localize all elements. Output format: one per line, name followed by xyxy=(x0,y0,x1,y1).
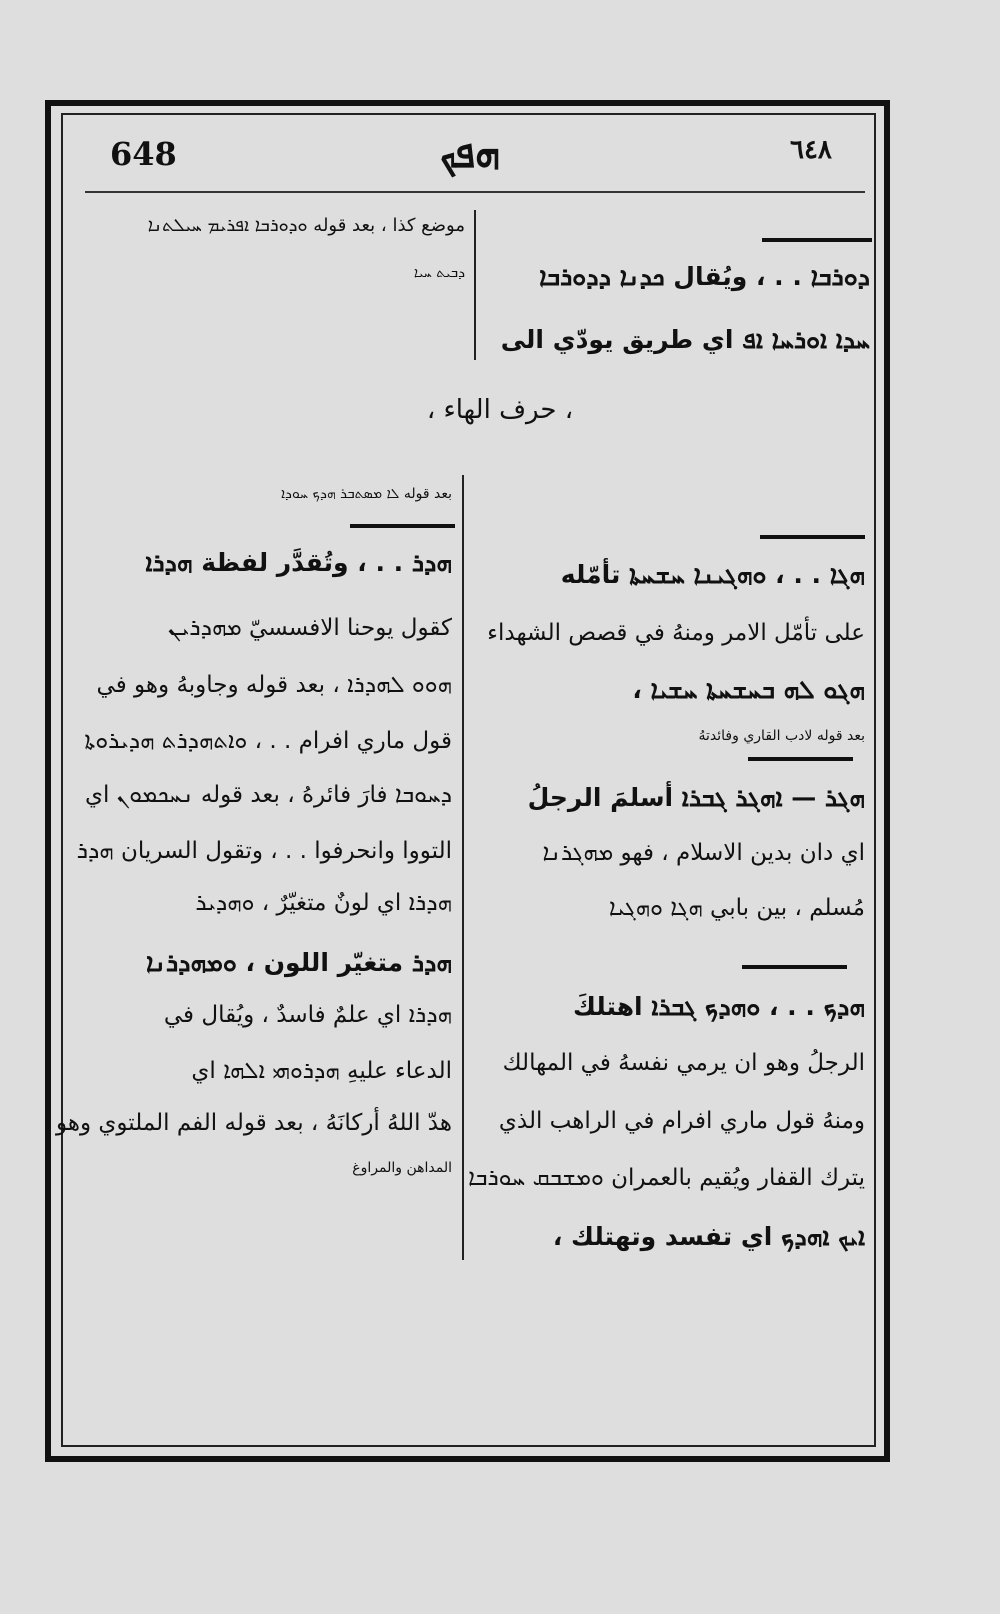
text-line: ومنهُ قول ماري افرام في الراهب الذي xyxy=(498,1108,865,1134)
text-line: ܕܚܘܒܐ فارَ فائرهُ ، بعد قوله ܢܚܟܡܘܢ اي xyxy=(84,782,452,808)
section-title: ، حرف الهاء ، xyxy=(426,395,574,425)
text-line: بعد قوله لادب القاري وفائدتهُ xyxy=(698,728,865,744)
text-line: المداهن والمراوغ xyxy=(352,1160,452,1176)
top-right-line: ܕܘܪܒܐ . . ، ويُقال ܟܕܢܐ ܕܕܘܪܒܐ xyxy=(539,262,870,291)
entry-dash xyxy=(762,238,872,242)
text-line: ܗܕܪ متغيّر اللون ، ܘܡܗܕܪܢܐ xyxy=(145,948,452,977)
text-line: ܗܓܐ . . ، ܘܗܓܝܢܐ ܚܫܚܬܐ تأمّله xyxy=(560,560,865,589)
text-line: ܐܝܟ ܐܗܕܟ اي تفسد وتهتلك ، xyxy=(552,1222,865,1251)
text-line: الرجلُ وهو ان يرمي نفسهُ في المهالك xyxy=(502,1050,865,1076)
text-line: ܗܕܪܐ اي لونٌ متغيّرٌ ، ܘܗܕܝܪ xyxy=(195,890,452,916)
text-line: ܗܘܘ ܠܗܕܪܐ ، بعد قوله وجاوبهُ وهو في xyxy=(96,672,452,698)
top-left-line: ܕܒܝܬ ܚܝܐ xyxy=(413,265,465,281)
text-line: هدّ اللهُ أركانَهُ ، بعد قوله الفم الملتوي وهو xyxy=(55,1110,452,1136)
page-number-latin: 648 xyxy=(110,135,177,173)
entry-dash xyxy=(748,757,853,761)
text-line: ܗܓܘ ܠܗ ܒܚܫܚܬܐ ܚܫܝܐ ، xyxy=(632,675,865,704)
top-right-line: ܚܕܐ ܐܘܪܚܐ ܐܦ اي طريق يودّي الى xyxy=(500,325,870,354)
header-rule xyxy=(85,191,865,193)
text-line: يترك القفار ويُقيم بالعمران ܘܡܫܒܩ ܚܘܪܒܐ xyxy=(468,1165,865,1191)
column-divider xyxy=(462,475,464,1260)
page-number-arabic: ٦٤٨ xyxy=(790,135,832,165)
text-line: كقول يوحنا الافسسيّ ܡܗܕܪܝܢ xyxy=(168,615,452,641)
text-line: قول ماري افرام . . ، ܘܐܬܗܕܪܬ ܗܕܝܪܘܬܐ xyxy=(84,728,452,754)
running-head: ܗܦܟ xyxy=(440,130,501,177)
text-line: ܗܓܪ — ܐܗܓܪ ܓܒܪܐ أسلمَ الرجلُ xyxy=(527,783,865,812)
entry-dash xyxy=(760,535,865,539)
text-line: مُسلم ، بين بابي ܗܓܐ ܘܗܓܝܐ xyxy=(608,895,865,921)
text-line: الدعاء عليهِ ܗܕܪܘܗܝ ܐܠܗܐ اي xyxy=(191,1058,452,1084)
text-line: بعد قوله ܠܐ ܡܣܬܒܪ ܗܕܟ ܚܘܕܐ xyxy=(281,486,452,502)
entry-dash xyxy=(350,524,455,528)
text-line: ܗܕܟ . . ، ܘܗܕܟ ܓܒܪܐ اهتلكَ xyxy=(573,992,865,1021)
entry-dash xyxy=(742,965,847,969)
top-left-line: موضع كذا ، بعد قوله ܘܕܘܪܒܐ ܐܦܪܝܡ ܚܝܠܬܢܐ xyxy=(147,215,465,236)
text-line: ܗܕܪܐ اي علمٌ فاسدٌ ، ويُقال في xyxy=(163,1002,452,1028)
text-line: التووا وانحرفوا . . ، وتقول السريان ܗܕܪ xyxy=(76,838,452,864)
column-divider-top xyxy=(474,210,476,360)
text-line: ܗܕܪ . . ، وتُقدَّر لفظة ܗܕܪܐ xyxy=(145,548,452,577)
text-line: على تأمّل الامر ومنهُ في قصص الشهداء xyxy=(487,620,865,646)
text-line: اي دان بدين الاسلام ، فهو ܡܗܓܪܢܐ xyxy=(542,840,865,866)
